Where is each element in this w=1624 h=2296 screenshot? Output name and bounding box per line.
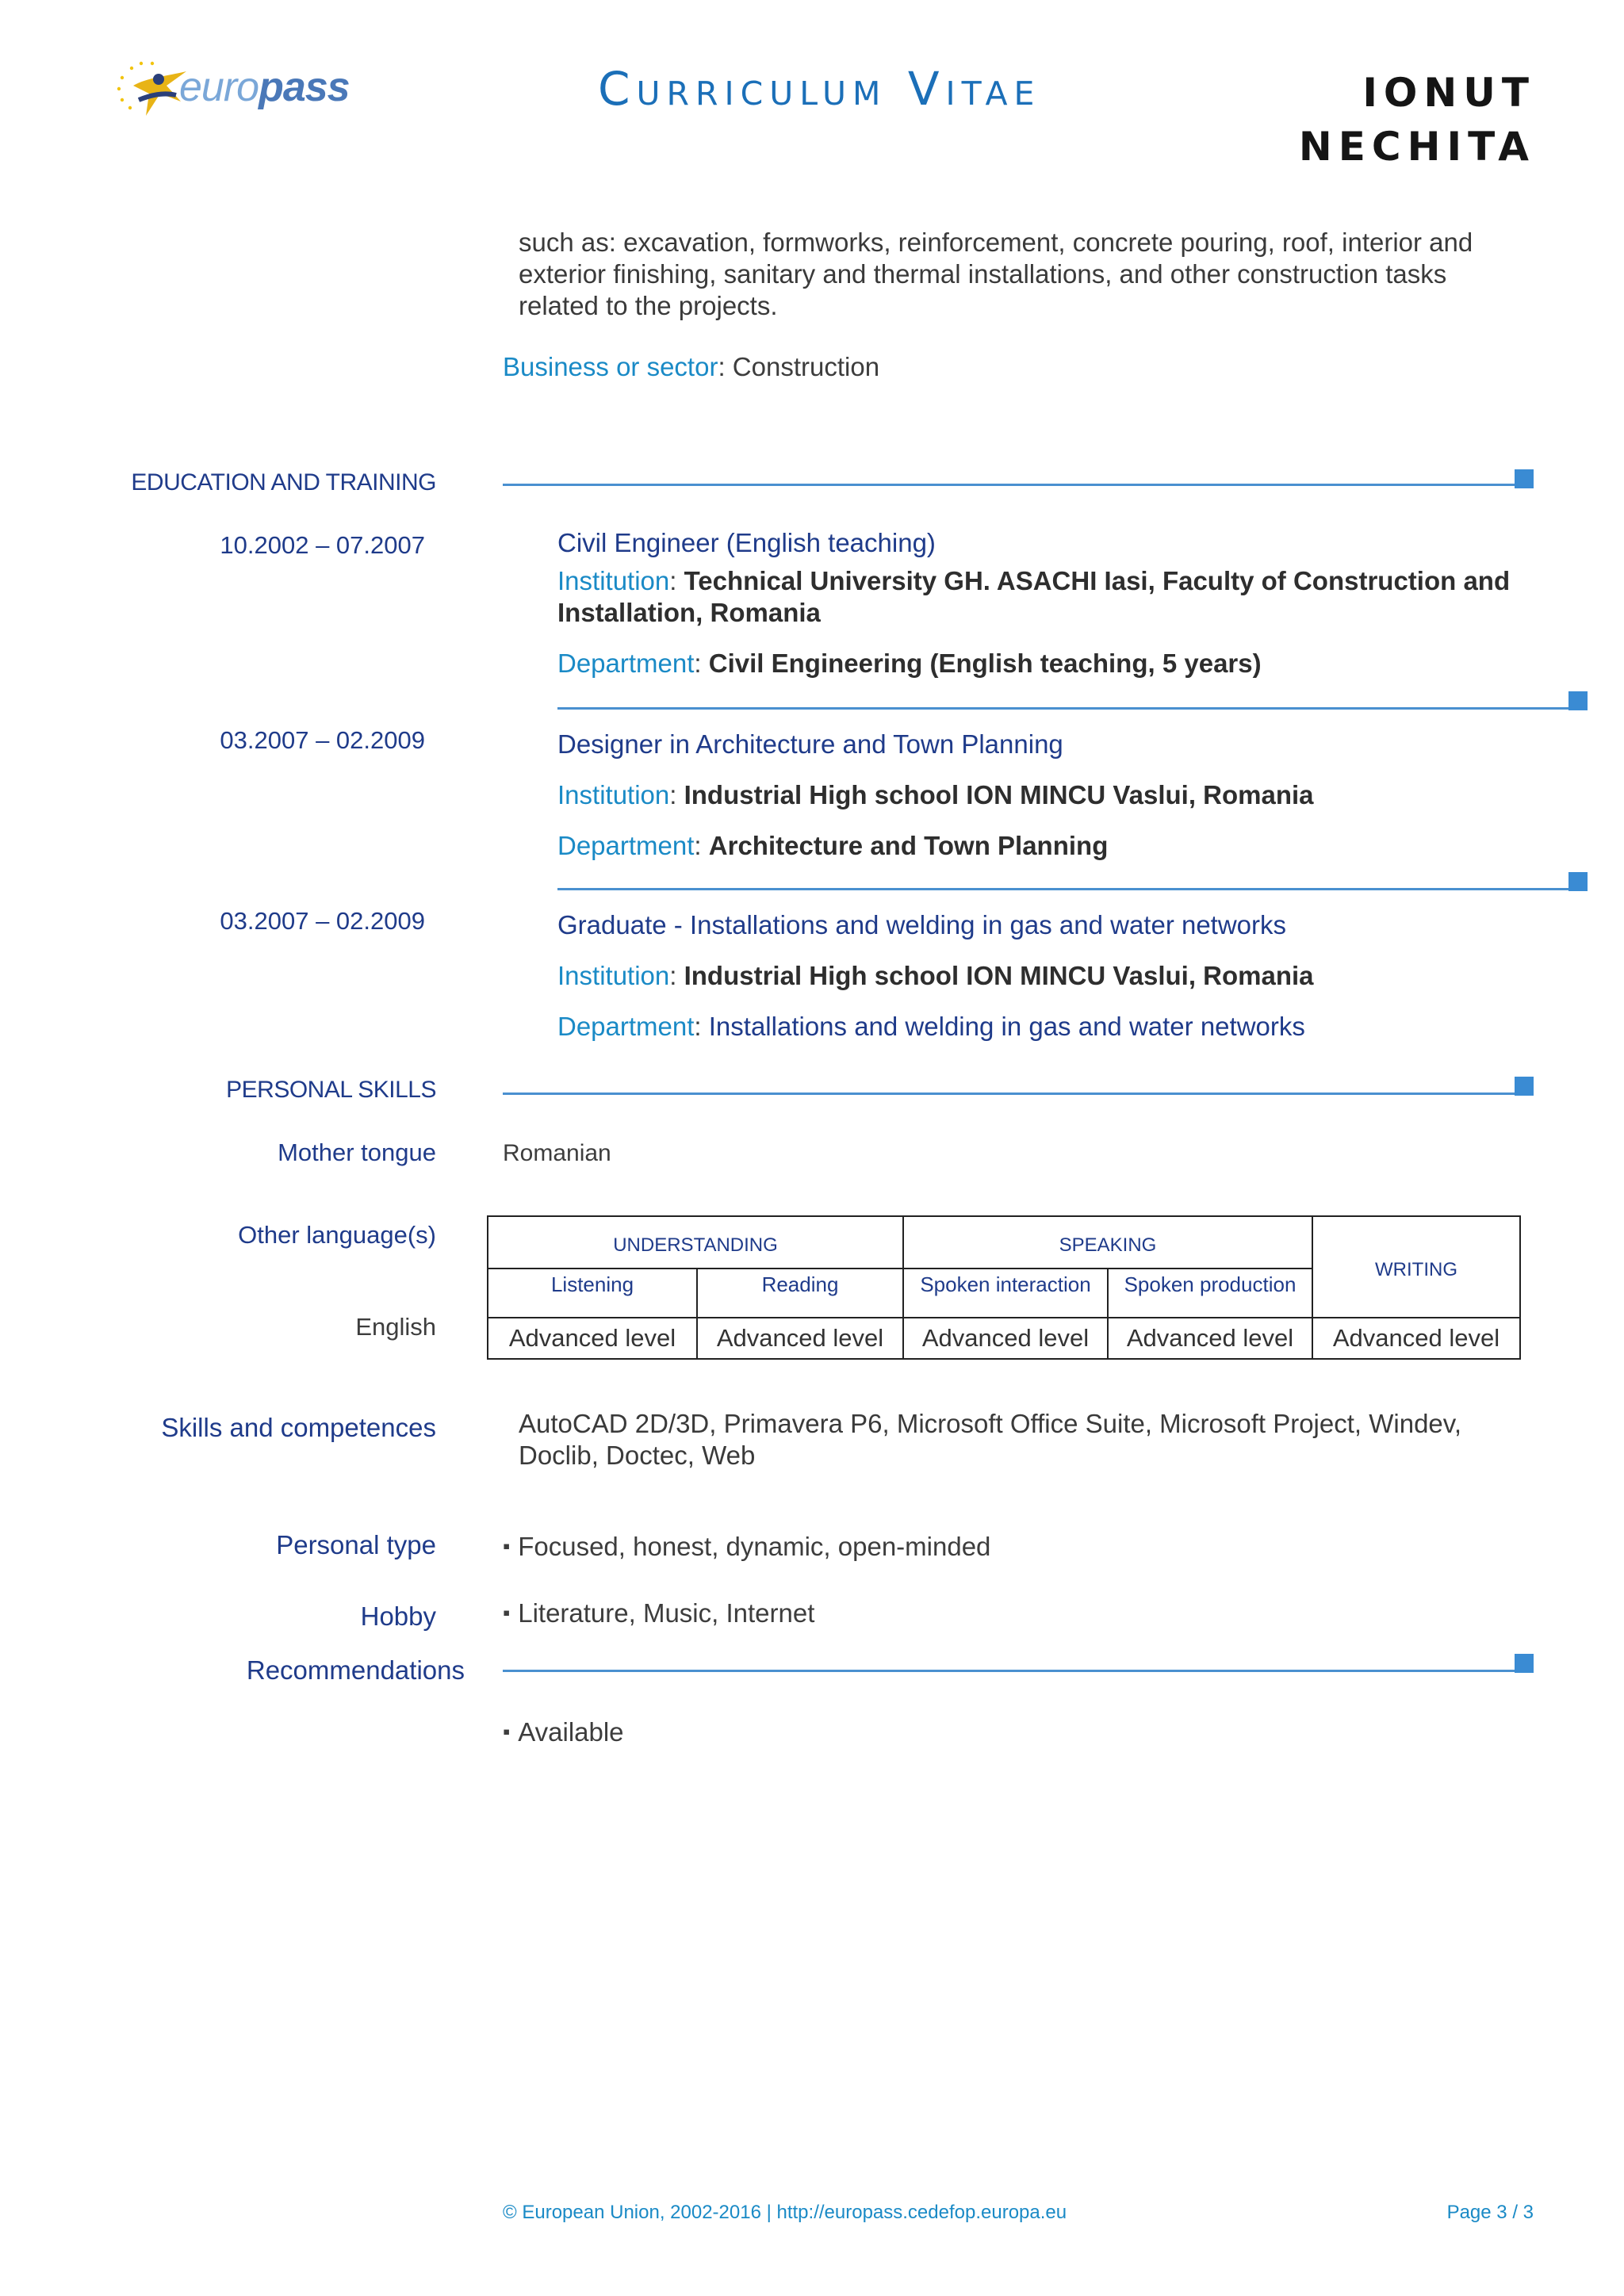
section-rule-marker — [1515, 1654, 1534, 1673]
reading-header: Reading — [697, 1269, 903, 1318]
hobby-value: ▪ Literature, Music, Internet — [503, 1598, 814, 1628]
spoken-production-header: Spoken production — [1108, 1269, 1312, 1318]
name-last: NECHITA — [1298, 124, 1535, 170]
education-department: Department: Installations and welding in gas and water networks — [557, 1012, 1305, 1041]
business-sector-label: Business or sector — [503, 352, 718, 381]
listening-header: Listening — [488, 1269, 697, 1318]
europass-logo — [111, 54, 349, 125]
education-institution: Institution: Industrial High school ION MINCU Vaslui, Romania — [557, 961, 1314, 990]
entry-rule-marker — [1568, 691, 1588, 710]
recommendations-value: ▪ Available — [503, 1717, 624, 1747]
business-sector: Business or sector: Construction — [503, 352, 880, 381]
section-rule — [503, 1093, 1522, 1095]
writing-header: WRITING — [1312, 1216, 1520, 1318]
mother-tongue-label: Mother tongue — [278, 1138, 436, 1166]
logo-pass-text: pass — [259, 64, 350, 110]
education-title: Graduate - Installations and welding in gas and water networks — [557, 910, 1287, 939]
speaking-header: SPEAKING — [903, 1216, 1312, 1269]
department-value: Installations and welding in gas and water networks — [708, 1012, 1305, 1041]
entry-rule — [557, 707, 1576, 710]
entry-rule-marker — [1568, 872, 1588, 891]
institution-value-continued: Installation, Romania — [557, 598, 821, 627]
institution-label: Institution — [557, 961, 670, 990]
spoken-production-level: Advanced level — [1108, 1318, 1312, 1359]
personal-skills-section-title: PERSONAL SKILLS — [226, 1077, 436, 1103]
education-institution: Institution: Industrial High school ION MINCU Vaslui, Romania — [557, 780, 1314, 809]
institution-value: Industrial High school ION MINCU Vaslui, Romania — [684, 961, 1314, 990]
institution-value: Technical University GH. ASACHI Iasi, Faculty of Construction and — [684, 566, 1511, 595]
education-title: Civil Engineer (English teaching) — [557, 528, 936, 557]
section-rule — [503, 1670, 1522, 1672]
institution-value: Industrial High school ION MINCU Vaslui, Romania — [684, 780, 1314, 809]
education-department: Department: Architecture and Town Planning — [557, 831, 1109, 860]
spoken-interaction-level: Advanced level — [903, 1318, 1108, 1359]
department-label: Department — [557, 649, 695, 678]
education-dates: 03.2007 – 02.2009 — [220, 726, 425, 754]
language-name: English — [355, 1313, 436, 1341]
education-dates: 03.2007 – 02.2009 — [220, 907, 425, 935]
education-dates: 10.2002 – 07.2007 — [220, 531, 425, 559]
skills-value: AutoCAD 2D/3D, Primavera P6, Microsoft Office Suite, Microsoft Project, Windev, Doclib, Doctec, Web — [519, 1409, 1461, 1470]
department-label: Department — [557, 831, 695, 860]
page-title: Curriculum Vitae — [598, 62, 1041, 116]
personal-type-value: ▪ Focused, honest, dynamic, open-minded — [503, 1532, 990, 1562]
writing-level: Advanced level — [1312, 1318, 1520, 1359]
department-label: Department — [557, 1012, 695, 1041]
mother-tongue-value: Romanian — [503, 1140, 611, 1166]
page-number: Page 3 / 3 — [1446, 2202, 1534, 2223]
personal-type-label: Personal type — [276, 1530, 436, 1559]
education-department: Department: Civil Engineering (English teaching, 5 years) — [557, 649, 1262, 678]
education-institution: Institution: Technical University GH. ASACHI Iasi, Faculty of Construction and — [557, 566, 1511, 595]
language-skills-table — [487, 1215, 1521, 1360]
work-description-continued: such as: excavation, formworks, reinforcement, concrete pouring, roof, interior and exterior finishing, sanitary and thermal installations, and other construction tasks related to the projects. — [519, 228, 1473, 320]
section-rule-marker — [1515, 469, 1534, 488]
spoken-interaction-header: Spoken interaction — [903, 1269, 1108, 1318]
section-rule — [503, 484, 1522, 486]
business-sector-value: Construction — [732, 352, 880, 381]
name-first: IONUT — [1362, 70, 1535, 116]
understanding-header: UNDERSTANDING — [488, 1216, 903, 1269]
skills-label: Skills and competences — [161, 1413, 436, 1442]
education-title: Designer in Architecture and Town Planning — [557, 729, 1063, 759]
department-value: Civil Engineering (English teaching, 5 years) — [708, 649, 1262, 678]
logo-euro-text: euro — [179, 64, 259, 110]
other-languages-label: Other language(s) — [238, 1221, 436, 1249]
section-rule-marker — [1515, 1077, 1534, 1096]
recommendations-section-title: Recommendations — [246, 1655, 465, 1685]
department-value: Architecture and Town Planning — [708, 831, 1109, 860]
education-section-title: EDUCATION AND TRAINING — [131, 469, 436, 496]
listening-level: Advanced level — [488, 1318, 697, 1359]
reading-level: Advanced level — [697, 1318, 903, 1359]
institution-label: Institution — [557, 780, 670, 809]
hobby-label: Hobby — [360, 1601, 436, 1631]
institution-label: Institution — [557, 566, 670, 595]
entry-rule — [557, 888, 1576, 890]
footer-copyright: © European Union, 2002-2016 | http://europass.cedefop.europa.eu — [503, 2202, 1067, 2223]
